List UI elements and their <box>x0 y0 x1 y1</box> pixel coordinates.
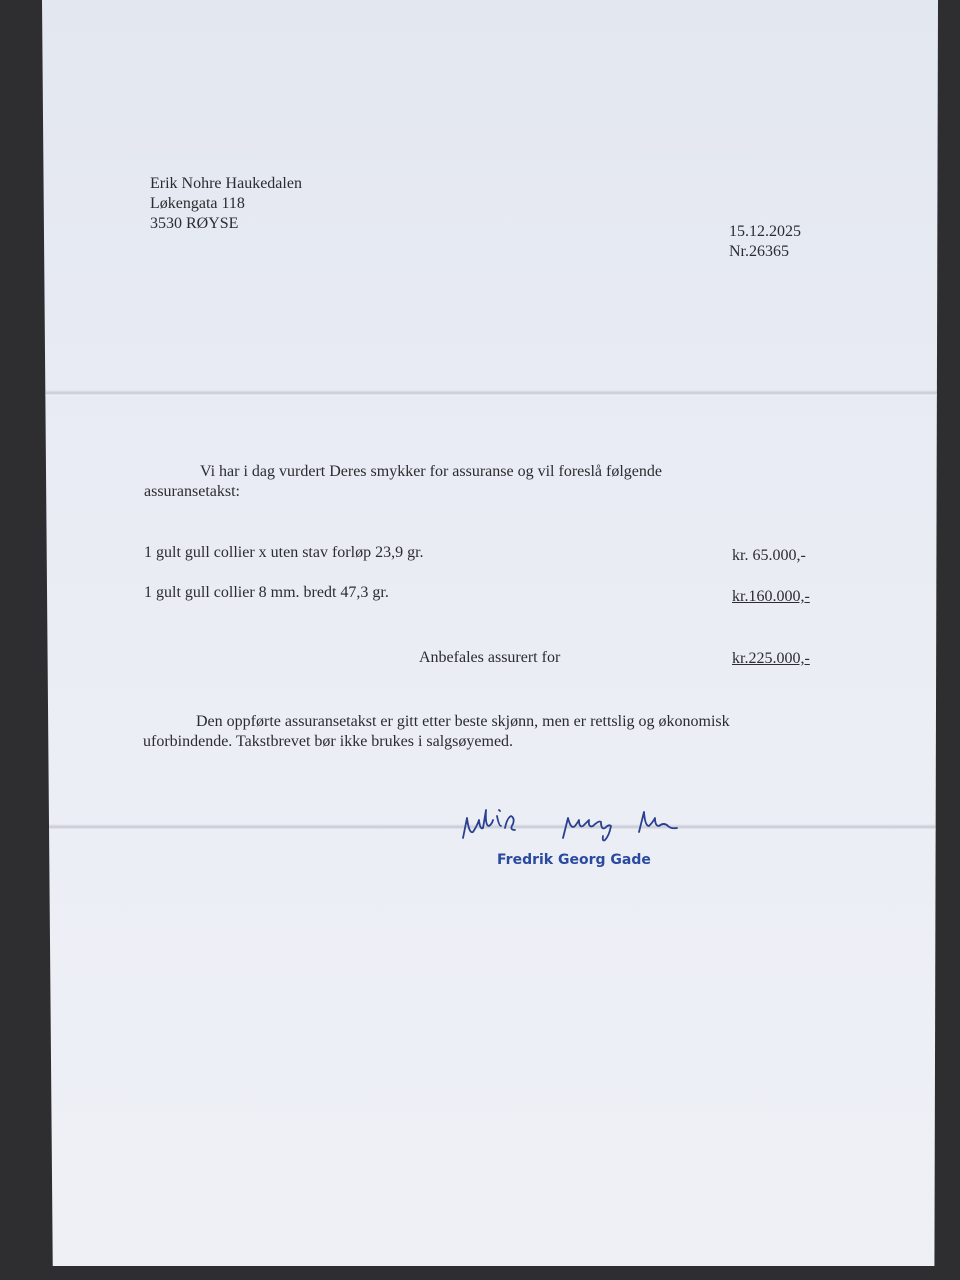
item-description-1: 1 gult gull collier x uten stav forløp 23,9 gr. <box>144 544 424 561</box>
item-amount-1: kr. 65.000,- <box>732 547 806 564</box>
intro-paragraph <box>144 462 744 502</box>
letter-meta <box>729 222 801 262</box>
total-label: Anbefales assurert for <box>419 649 561 666</box>
recipient-postal: 3530 RØYSE <box>150 215 239 232</box>
disclaimer-line-2: uforbindende. Takstbrevet bør ikke brukes i salgsøyemed. <box>143 733 514 750</box>
recipient-name: Erik Nohre Haukedalen <box>150 175 302 192</box>
disclaimer-paragraph <box>143 712 823 752</box>
recipient-street: Løkengata 118 <box>150 195 245 212</box>
total-amount: kr.225.000,- <box>732 650 810 667</box>
item-description-2: 1 gult gull collier 8 mm. bredt 47,3 gr. <box>144 584 389 601</box>
disclaimer-line-1: Den oppførte assuransetakst er gitt etter beste skjønn, men er rettslig og økonomisk <box>196 713 730 730</box>
item-amount-2: kr.160.000,- <box>732 588 810 605</box>
signature-stamp <box>455 796 705 876</box>
handwritten-signature <box>463 810 677 841</box>
recipient-address <box>150 174 302 234</box>
paper-fold-upper <box>42 390 938 396</box>
intro-line-1: Vi har i dag vurdert Deres smykker for assuranse og vil foreslå følgende <box>200 463 662 480</box>
intro-line-2: assuransetakst: <box>144 483 240 500</box>
letter-number: Nr.26365 <box>729 243 789 260</box>
signature-stamp-text: Fredrik Georg Gade <box>497 852 651 868</box>
letter-date: 15.12.2025 <box>729 223 801 240</box>
signature-block <box>455 796 705 876</box>
